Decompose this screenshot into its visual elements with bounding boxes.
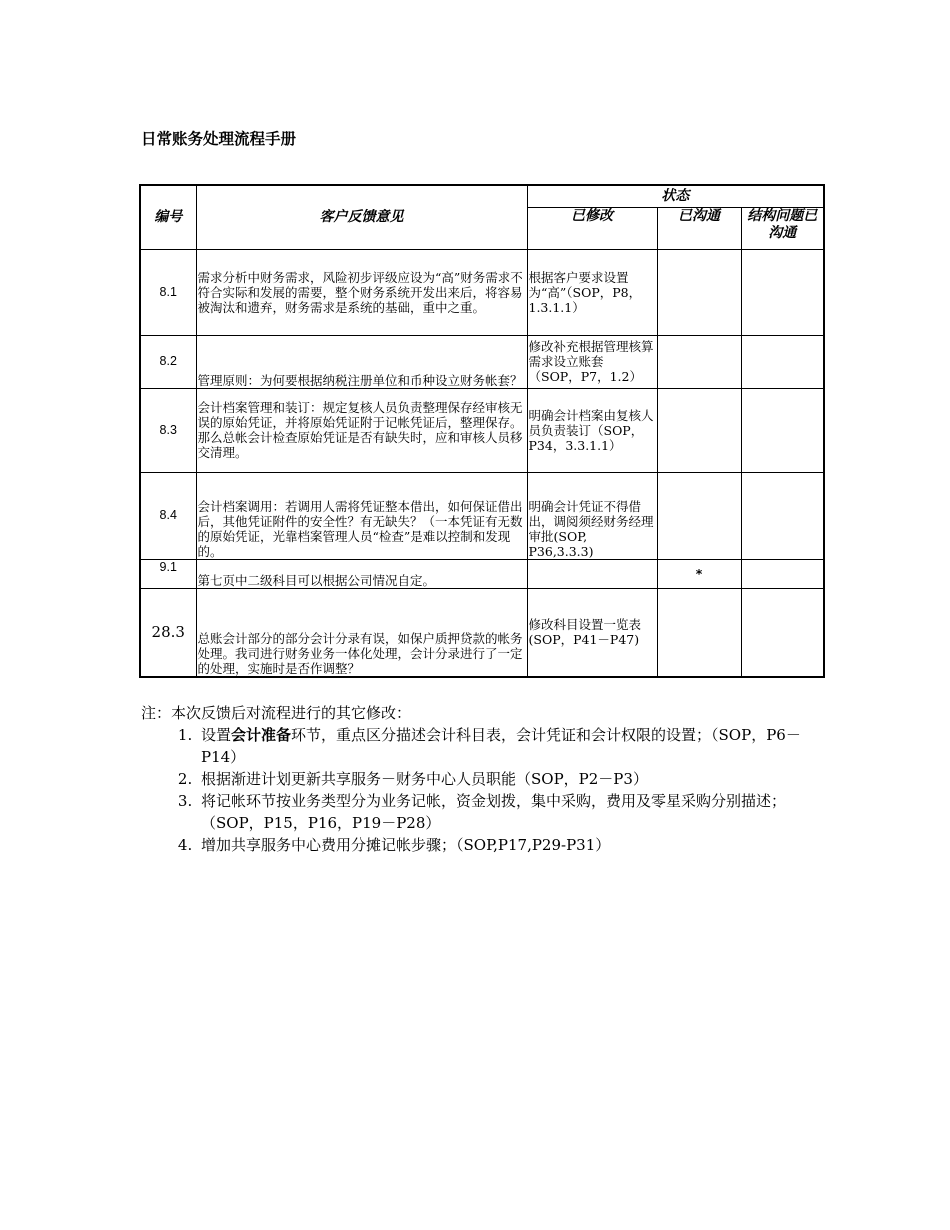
row-communicated <box>657 472 741 559</box>
row-structural <box>741 588 824 677</box>
note-2-text: 根据渐进计划更新共享服务－财务中心人员职能（SOP，P2－P3） <box>201 770 648 788</box>
header-status: 状态 <box>527 185 824 207</box>
row-id: 9.1 <box>140 559 196 588</box>
row-modified: 明确会计凭证不得借出，调阅须经财务经理审批(SOP, P36,3.3.3) <box>527 472 657 559</box>
row-communicated <box>657 388 741 472</box>
table-row <box>140 559 824 588</box>
table-row <box>140 249 824 335</box>
row-id: 8.1 <box>140 249 196 335</box>
row-id: 28.3 <box>140 588 196 677</box>
table-row <box>140 335 824 388</box>
row-communicated: * <box>657 559 741 588</box>
row-structural <box>741 559 824 588</box>
notes-list <box>141 724 831 856</box>
row-feedback: 需求分析中财务需求，风险初步评级应设为“高”财务需求不符合实际和发展的需要，整个财务系统开发出来后，将容易被淘汰和遗弃，财务需求是系统的基础，重中之重。 <box>196 249 527 335</box>
row-feedback: 第七页中二级科目可以根据公司情况自定。 <box>196 559 527 588</box>
row-structural <box>741 472 824 559</box>
row-communicated <box>657 588 741 677</box>
row-modified <box>527 559 657 588</box>
header-id: 编号 <box>140 185 196 249</box>
row-structural <box>741 335 824 388</box>
row-id: 8.3 <box>140 388 196 472</box>
feedback-table <box>139 184 825 678</box>
header-communicated: 已沟通 <box>657 207 741 249</box>
note-4-text: 增加共享服务中心费用分摊记帐步骤；（SOP,P17,P29-P31） <box>201 836 611 854</box>
row-structural <box>741 388 824 472</box>
row-feedback: 会计档案调用：若调用人需将凭证整本借出，如何保证借出后，其他凭证附件的安全性？有无缺失？（一本凭证有无数的原始凭证，光靠档案管理人员“检查”是难以控制和发现的。 <box>196 472 527 559</box>
table-row <box>140 472 824 559</box>
row-feedback: 总账会计部分的部分会计分录有误，如保户质押贷款的帐务处理。我司进行财务业务一体化处理，会计分录进行了一定的处理，实施时是否作调整？ <box>196 588 527 677</box>
note-3-text: 将记帐环节按业务类型分为业务记帐，资金划拨，集中采购，费用及零星采购分别描述；（SOP，P15，P16，P19－P28） <box>201 792 787 832</box>
table-row <box>140 588 824 677</box>
header-structural: 结构问题已沟通 <box>741 207 824 249</box>
row-modified: 根据客户要求设置为“高”（SOP，P8，1.3.1.1） <box>527 249 657 335</box>
list-item <box>197 790 831 834</box>
list-item <box>197 834 831 856</box>
row-feedback: 管理原则：为何要根据纳税注册单位和币种设立财务帐套？ <box>196 335 527 388</box>
row-modified: 修改科目设置一览表(SOP，P41－P47) <box>527 588 657 677</box>
note-1-bold: 会计准备 <box>231 726 292 744</box>
row-modified: 明确会计档案由复核人员负责装订（SOP，P34，3.3.1.1） <box>527 388 657 472</box>
table-row <box>140 388 824 472</box>
notes-intro: 注：本次反馈后对流程进行的其它修改： <box>141 704 412 722</box>
row-id: 8.2 <box>140 335 196 388</box>
row-communicated <box>657 249 741 335</box>
note-1-prefix: 设置 <box>201 726 232 744</box>
row-modified: 修改补充根据管理核算需求设立账套（SOP，P7，1.2） <box>527 335 657 388</box>
list-item <box>197 768 831 790</box>
note-1-text: 环节，重点区分描述会计科目表，会计凭证和会计权限的设置；（SOP，P6－P14） <box>201 726 801 766</box>
page-title: 日常账务处理流程手册 <box>141 130 297 148</box>
row-feedback: 会计档案管理和装订：规定复核人员负责整理保存经审核无误的原始凭证，并将原始凭证附于记帐凭证后，整理保存。那么总帐会计检查原始凭证是否有缺失时，应和审核人员移交清理。 <box>196 388 527 472</box>
row-communicated <box>657 335 741 388</box>
notes-section <box>141 702 831 856</box>
row-id: 8.4 <box>140 472 196 559</box>
list-item <box>197 724 831 768</box>
row-structural <box>741 249 824 335</box>
header-modified: 已修改 <box>527 207 657 249</box>
header-feedback: 客户反馈意见 <box>196 185 527 249</box>
